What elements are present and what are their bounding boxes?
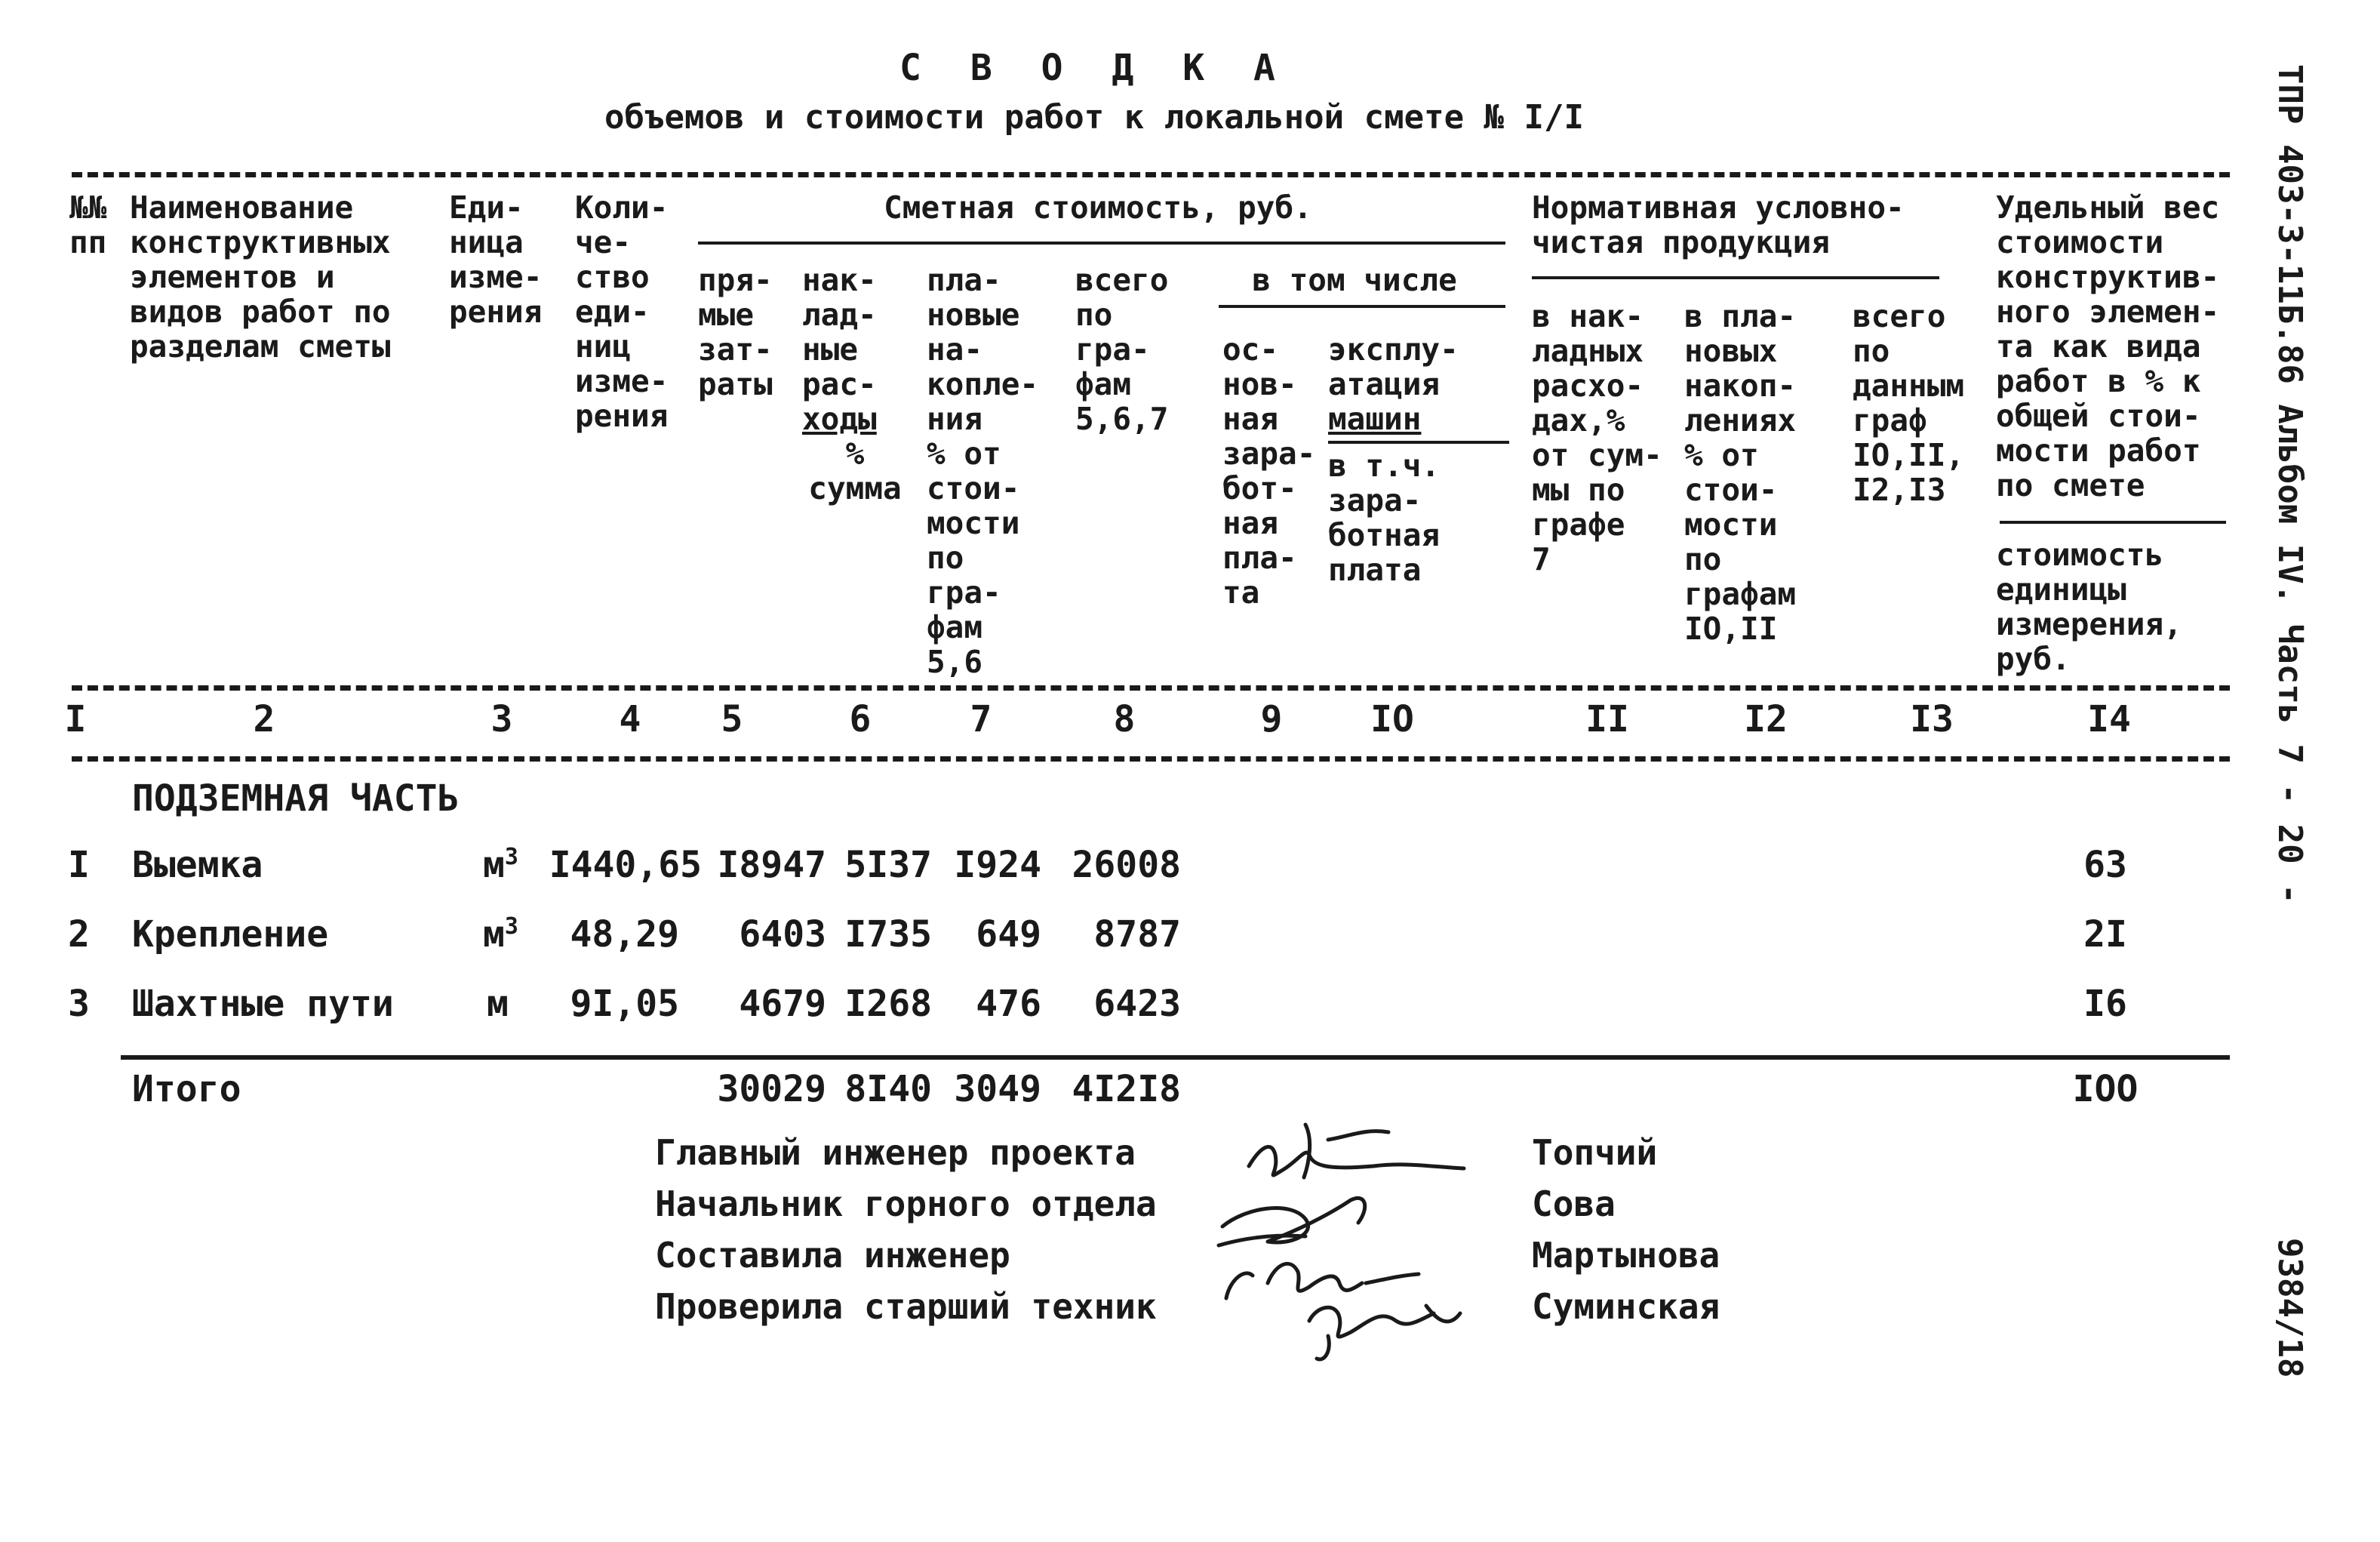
total-share: IOO (2072, 1068, 2139, 1110)
signature-name: Мартынова (1532, 1235, 1720, 1276)
column-number: 6 (849, 698, 872, 740)
row-unit: м (487, 983, 509, 1025)
row-quantity: 48,29 (570, 913, 679, 956)
row-number: 3 (68, 983, 90, 1025)
row-overhead: I735 (844, 913, 932, 956)
column-number: 9 (1260, 698, 1283, 740)
header-col-name: Наименование конструктивных элементов и видов работ по разделам сметы (130, 189, 391, 365)
row-unit: $м^3$ (483, 913, 518, 956)
header-col-norm-overhead: в нак- ладных расхо- дах,% от сум- мы по графе 7 (1532, 298, 1662, 577)
row-overhead: 5I37 (844, 844, 932, 886)
row-direct-costs: 4679 (739, 983, 826, 1025)
column-number: I4 (2087, 698, 2131, 740)
header-col-norm-total: всего по данным граф IO,II, I2,I3 (1853, 298, 1965, 508)
header-col-planned: пла- новые на- копле- ния % от стои- мости по гра- фам 5,6 (927, 262, 1039, 680)
header-col-overhead-top: нак- лад- ные рас- (802, 262, 877, 402)
total-rule (121, 1055, 2230, 1060)
header-col-machines-top: эксплу- атация (1328, 331, 1459, 402)
header-col-total: всего по гра- фам 5,6,7 (1075, 262, 1169, 437)
row-share: 2I (2083, 913, 2127, 956)
header-group-rule (698, 242, 1505, 245)
column-number: II (1585, 698, 1629, 740)
row-planned-savings: 476 (976, 983, 1041, 1025)
handwritten-signatures (1177, 1094, 1494, 1366)
header-col-main-salary: ос- нов- ная зара- бот- ная пла- та (1222, 331, 1316, 611)
header-col-machines-bottom: в т.ч. зара- ботная плата (1328, 448, 1441, 588)
row-share: 63 (2083, 844, 2127, 886)
column-number: 2 (253, 698, 275, 740)
header-col-direct: пря- мые зат- раты (698, 262, 773, 402)
header-col-machines (1328, 332, 1509, 587)
header-col-overhead (802, 263, 908, 506)
column-number: 4 (619, 698, 641, 740)
signature-role: Составила инженер (655, 1235, 1010, 1276)
header-col-unit: Еди- ница изме- рения (449, 189, 543, 330)
header-col-overhead-underlined: ходы (802, 401, 877, 437)
column-number: 7 (970, 698, 992, 740)
column-number: 8 (1113, 698, 1136, 740)
header-normative-rule (1532, 276, 1939, 279)
row-share: I6 (2083, 983, 2127, 1025)
row-direct-costs: 6403 (739, 913, 826, 956)
row-quantity: I440,65 (549, 844, 702, 886)
column-number: I2 (1744, 698, 1788, 740)
signature-name: Топчий (1532, 1132, 1658, 1173)
signature-role: Главный инженер проекта (655, 1132, 1136, 1173)
section-title: ПОДЗЕМНАЯ ЧАСТЬ (132, 777, 460, 820)
header-machines-rule (1328, 441, 1509, 444)
side-stamp-top: ТПР 403-3-11Б.86 Альбом IV. Часть 7 - 20 - (2271, 64, 2309, 904)
header-col-overhead-bottom: % сумма (808, 436, 902, 506)
row-number: I (68, 844, 90, 886)
row-name: Выемка (132, 844, 263, 886)
column-number: I (64, 698, 87, 740)
table-row (0, 913, 2380, 966)
header-col-unit-cost: стоимость единицы измерения, руб. (1996, 537, 2182, 677)
header-col-share: Удельный вес стоимости конструктив- ного элемен- та как вида работ в % к общей стои- мости работ по смете (1996, 189, 2220, 503)
row-planned-savings: I924 (954, 844, 1041, 886)
header-col-norm-planned: в пла- новых накоп- лениях % от стои- мости по графам IO,II (1684, 298, 1797, 647)
column-number: IO (1370, 698, 1414, 740)
signature-name: Сова (1532, 1183, 1616, 1224)
row-total: 26008 (1072, 844, 1181, 886)
numbers-bottom-rule (72, 756, 2230, 762)
total-direct-costs: 30029 (717, 1068, 826, 1110)
column-number: I3 (1910, 698, 1954, 740)
row-total: 8787 (1093, 913, 1181, 956)
row-number: 2 (68, 913, 90, 956)
row-name: Крепление (132, 913, 329, 956)
header-col-number: №№ пп (69, 189, 107, 260)
row-overhead: I268 (844, 983, 932, 1025)
total-sum: 4I2I8 (1072, 1068, 1181, 1110)
row-quantity: 9I,05 (570, 983, 679, 1025)
row-name: Шахтные пути (132, 983, 394, 1025)
table-row (0, 983, 2380, 1036)
column-number: 3 (490, 698, 513, 740)
document-subtitle: объемов и стоимости работ к локальной смете № I/I (604, 98, 1585, 137)
header-bottom-rule (72, 685, 2230, 691)
row-unit: $м^3$ (483, 844, 518, 886)
total-overhead: 8I40 (844, 1068, 932, 1110)
total-planned-savings: 3049 (954, 1068, 1041, 1110)
row-planned-savings: 649 (976, 913, 1041, 956)
document-title: С В О Д К А (899, 47, 1289, 89)
row-direct-costs: I8947 (717, 844, 826, 886)
signature-name: Суминская (1532, 1286, 1720, 1327)
total-label: Итого (132, 1068, 241, 1110)
header-incl-rule (1219, 305, 1505, 308)
side-stamp-bottom: 9384/18 (2271, 1238, 2309, 1378)
header-col-quantity: Коли- че- ство еди- ниц изме- рения (575, 189, 669, 434)
column-number: 5 (721, 698, 743, 740)
header-top-rule (72, 172, 2230, 177)
header-share-rule (2000, 521, 2226, 524)
row-total: 6423 (1093, 983, 1181, 1025)
signature-role: Проверила старший техник (655, 1286, 1157, 1327)
header-group-estimated-cost: Сметная стоимость, руб. (884, 189, 1312, 226)
header-group-normative: Нормативная условно- чистая продукция (1532, 189, 1905, 260)
header-col-machines-underlined: машин (1328, 401, 1422, 437)
header-group-including: в том числе (1252, 262, 1457, 298)
signature-role: Начальник горного отдела (655, 1183, 1157, 1224)
table-row (0, 844, 2380, 897)
